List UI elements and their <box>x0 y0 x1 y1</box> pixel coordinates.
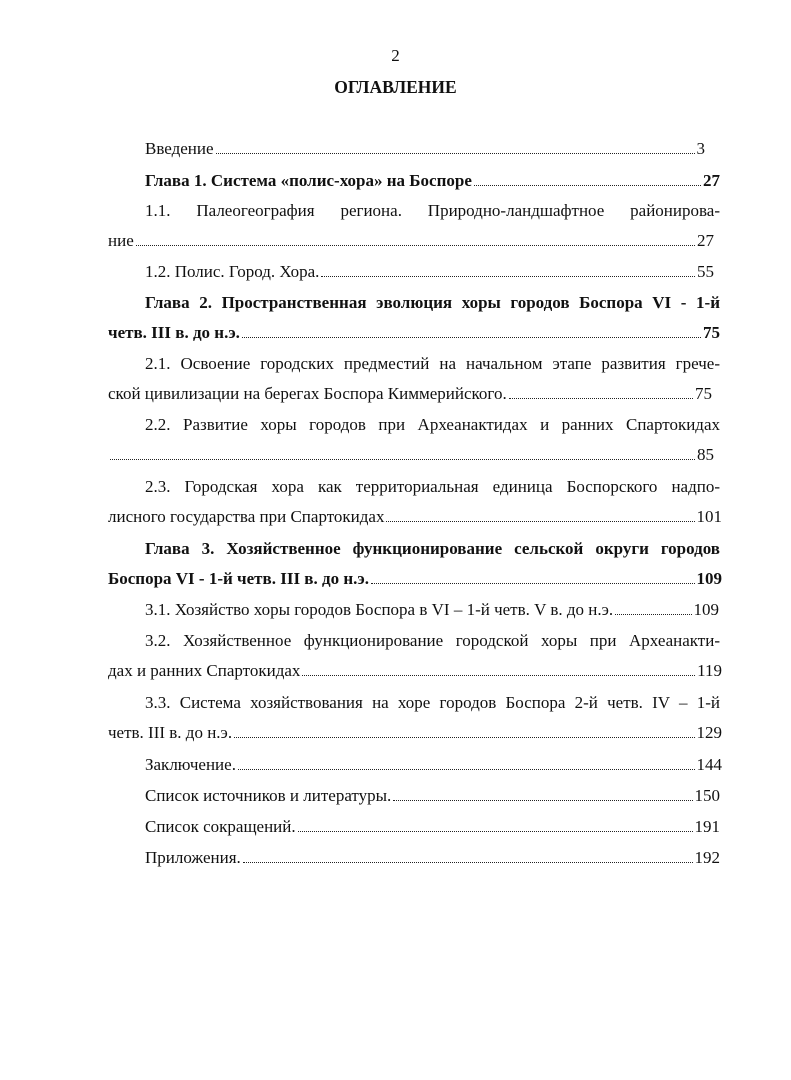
toc-entry-label: Список сокращений. <box>145 817 296 836</box>
toc-entry-1-1-line1[interactable]: 1.1. Палеогеография региона. Природно-ландшафтное районирова- <box>145 201 720 220</box>
toc-entry-label: четв. III в. до н.э. <box>108 723 233 742</box>
toc-entry-label: лисного государства при Спартокидах <box>108 507 385 526</box>
leader-dots <box>393 800 692 801</box>
leader-dots <box>242 337 701 338</box>
toc-entry-label: Глава 1. Система «полис-хора» на Боспоре <box>145 171 472 190</box>
page-title: ОГЛАВЛЕНИЕ <box>334 77 457 97</box>
toc-page-number: 109 <box>696 569 722 588</box>
toc-entry-3-1[interactable] <box>145 599 719 621</box>
toc-entry-2-1-line2[interactable] <box>108 383 712 405</box>
leader-dots <box>302 675 695 676</box>
toc-entry-label: ской цивилизации на берегах Боспора Киммерийского. <box>108 384 507 403</box>
toc-entry-label: четв. III в. до н.э. <box>108 323 240 342</box>
toc-page-number: 85 <box>697 445 714 464</box>
leader-dots <box>216 153 695 154</box>
toc-entry-2-3-line2[interactable] <box>108 506 722 528</box>
toc-page-number: 27 <box>703 171 720 190</box>
leader-dots <box>298 831 693 832</box>
toc-entry-chapter-3-line1[interactable]: Глава 3. Хозяйственное функционирование сельской округи городов <box>145 539 720 558</box>
toc-entry-label: Введение <box>145 139 214 158</box>
leader-dots <box>136 245 695 246</box>
toc-entry-label: ние <box>108 231 134 250</box>
toc-page-number: 144 <box>696 755 722 774</box>
toc-entry-label: дах и ранних Спартокидах <box>108 661 301 680</box>
toc-entry-conclusion[interactable] <box>145 754 722 776</box>
leader-dots <box>243 862 693 863</box>
toc-entry-intro[interactable] <box>145 138 705 160</box>
leader-dots <box>474 185 701 186</box>
toc-entry-chapter-2-line1[interactable]: Глава 2. Пространственная эволюция хоры городов Боспора VI - 1-й <box>145 293 720 312</box>
toc-entry-label: 1.2. Полис. Город. Хора. <box>145 262 320 281</box>
leader-dots <box>321 276 695 277</box>
leader-dots <box>509 398 693 399</box>
toc-entry-2-2-line1[interactable]: 2.2. Развитие хоры городов при Археанактидах и ранних Спартокидах <box>145 415 720 434</box>
toc-entry-2-3-line1[interactable]: 2.3. Городская хора как территориальная единица Боспорского надпо- <box>145 477 720 496</box>
toc-entry-3-3-line2[interactable] <box>108 722 722 744</box>
toc-page-number: 150 <box>694 786 720 805</box>
toc-page-number: 192 <box>694 848 720 867</box>
toc-page-number: 27 <box>697 231 714 250</box>
leader-dots <box>615 614 691 615</box>
toc-entry-label: Боспора VI - 1-й четв. III в. до н.э. <box>108 569 369 588</box>
toc-entry-chapter-2-line2[interactable] <box>108 322 720 344</box>
toc-page-number: 55 <box>697 262 714 281</box>
leader-dots <box>386 521 694 522</box>
leader-dots <box>371 583 695 584</box>
toc-entry-3-3-line1[interactable]: 3.3. Система хозяйствования на хоре городов Боспора 2-й четв. IV – 1-й <box>145 693 720 712</box>
toc-page-number: 75 <box>695 384 712 403</box>
leader-dots <box>234 737 694 738</box>
toc-page-number: 129 <box>696 723 722 742</box>
toc-entry-2-1-line1[interactable]: 2.1. Освоение городских предместий на начальном этапе развития грече- <box>145 354 720 373</box>
toc-entry-label: 3.1. Хозяйство хоры городов Боспора в VI – 1-й четв. V в. до н.э. <box>145 600 614 619</box>
toc-entry-chapter-1[interactable] <box>145 170 720 192</box>
leader-dots <box>110 459 695 460</box>
toc-entry-label: Список источников и литературы. <box>145 786 392 805</box>
page-number: 2 <box>391 46 400 65</box>
toc-entry-3-2-line1[interactable]: 3.2. Хозяйственное функционирование городской хоры при Археанакти- <box>145 631 720 650</box>
toc-entry-sources[interactable] <box>145 785 720 807</box>
toc-entry-abbreviations[interactable] <box>145 816 720 838</box>
toc-page-number: 101 <box>696 507 722 526</box>
toc-entry-1-1-line2[interactable] <box>108 230 714 252</box>
toc-entry-appendices[interactable] <box>145 847 720 869</box>
toc-entry-2-2-line2[interactable] <box>108 444 714 466</box>
toc-entry-chapter-3-line2[interactable] <box>108 568 722 590</box>
toc-page-number: 191 <box>694 817 720 836</box>
toc-entry-label: Заключение. <box>145 755 236 774</box>
toc-entry-label: Приложения. <box>145 848 241 867</box>
toc-page-number: 109 <box>693 600 719 619</box>
toc-page-number: 75 <box>703 323 720 342</box>
leader-dots <box>238 769 695 770</box>
toc-page-number: 119 <box>697 661 722 680</box>
toc-page-number: 3 <box>696 139 705 158</box>
toc-entry-1-2[interactable] <box>145 261 714 283</box>
toc-entry-3-2-line2[interactable] <box>108 660 722 682</box>
